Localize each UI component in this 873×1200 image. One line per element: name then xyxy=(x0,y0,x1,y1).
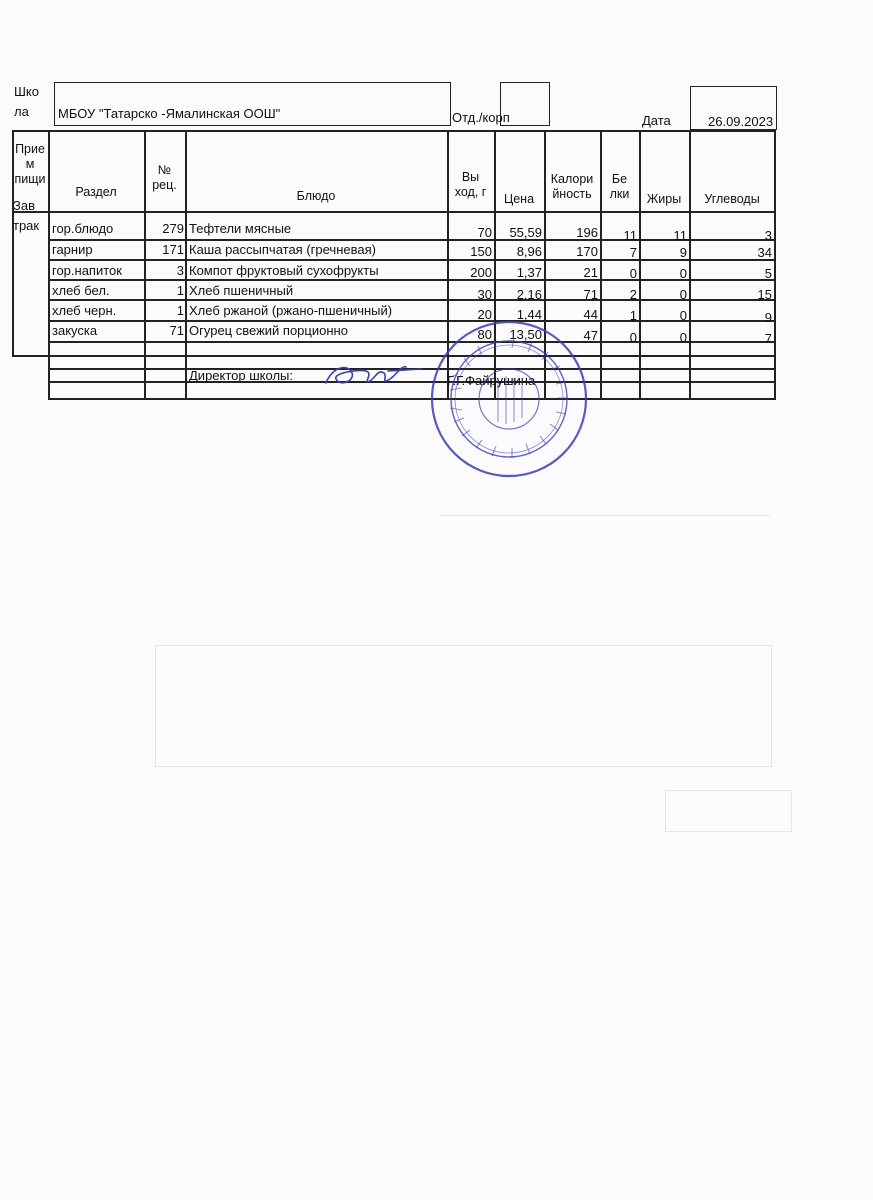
date-value: 26.09.2023 xyxy=(708,114,774,129)
cell-yield: 80 xyxy=(477,327,492,342)
cell-recipe: 171 xyxy=(162,242,184,257)
cell-price: 1,37 xyxy=(516,265,542,280)
cell-yield: 30 xyxy=(477,287,492,302)
cell-section: закуска xyxy=(52,323,98,338)
cell-dish: Каша рассыпчатая (гречневая) xyxy=(189,242,376,257)
cell-proteins: 0 xyxy=(629,266,637,281)
header-proteins: Бе лки xyxy=(609,172,630,201)
col-line xyxy=(600,130,602,400)
col-line xyxy=(639,130,641,400)
header-calories: Калори йность xyxy=(550,172,594,201)
bleed-through-table xyxy=(155,645,772,767)
cell-yield: 150 xyxy=(470,244,492,259)
cell-section: хлеб черн. xyxy=(52,303,117,318)
cell-fats: 0 xyxy=(679,287,687,302)
cell-section: гор.блюдо xyxy=(52,221,114,236)
cell-price: 8,96 xyxy=(516,244,542,259)
cell-section: хлеб бел. xyxy=(52,283,110,298)
cell-price: 55,59 xyxy=(509,225,542,240)
cell-proteins: 7 xyxy=(629,245,637,260)
signature-icon xyxy=(318,355,428,395)
cell-carbs: 15 xyxy=(757,287,772,302)
cell-price: 1,44 xyxy=(516,307,542,322)
cell-section: гор.напиток xyxy=(52,263,122,278)
cell-recipe: 1 xyxy=(176,283,184,298)
header-carbs: Углеводы xyxy=(704,192,760,206)
cell-calories: 47 xyxy=(583,328,598,343)
table-right-border xyxy=(774,130,776,400)
cell-price: 13,50 xyxy=(509,327,542,342)
cell-carbs: 3 xyxy=(764,228,772,243)
header-price: Цена xyxy=(503,192,535,206)
cell-recipe: 71 xyxy=(169,323,184,338)
cell-dish: Хлеб пшеничный xyxy=(189,283,294,298)
official-stamp-icon xyxy=(428,318,590,480)
header-fats: Жиры xyxy=(646,192,682,206)
cell-dish: Хлеб ржаной (ржано-пшеничный) xyxy=(189,303,393,318)
cell-calories: 21 xyxy=(583,265,598,280)
cell-recipe: 3 xyxy=(176,263,184,278)
director-name: Г.Г.Файрушина xyxy=(447,373,536,388)
cell-recipe: 1 xyxy=(176,303,184,318)
bleed-through-box xyxy=(665,790,792,832)
dept-label: Отд./корп xyxy=(452,110,510,125)
col-line xyxy=(48,130,50,400)
cell-calories: 170 xyxy=(576,244,598,259)
header-meal: Прие м пищи xyxy=(14,142,46,186)
cell-calories: 44 xyxy=(583,307,598,322)
col-line xyxy=(689,130,691,400)
cell-calories: 196 xyxy=(576,225,598,240)
header-bottom-border xyxy=(12,211,775,213)
cell-fats: 0 xyxy=(679,330,687,345)
cell-carbs: 9 xyxy=(764,310,772,325)
header-recipe: № рец. xyxy=(152,163,177,192)
cell-section: гарнир xyxy=(52,242,93,257)
cell-proteins: 11 xyxy=(623,228,637,243)
cell-fats: 11 xyxy=(673,228,687,243)
cell-yield: 200 xyxy=(470,265,492,280)
school-name: МБОУ "Татарско -Ямалинская ООШ" xyxy=(58,106,281,121)
cell-proteins: 1 xyxy=(629,308,637,323)
cell-carbs: 34 xyxy=(757,245,772,260)
table-bottom-border xyxy=(48,398,775,400)
cell-fats: 0 xyxy=(679,308,687,323)
header-yield: Вы ход, г xyxy=(454,170,487,199)
cell-yield: 20 xyxy=(477,307,492,322)
school-label: Шко ла xyxy=(14,84,39,119)
header-dish: Блюдо xyxy=(296,189,336,203)
table-top-border xyxy=(12,130,775,132)
cell-recipe: 279 xyxy=(162,221,184,236)
bleed-through-lines xyxy=(440,515,770,576)
date-label: Дата xyxy=(642,113,671,128)
cell-price: 2,16 xyxy=(516,287,542,302)
cell-proteins: 0 xyxy=(629,330,637,345)
header-section: Раздел xyxy=(75,185,117,199)
cell-yield: 70 xyxy=(477,225,492,240)
cell-dish: Компот фруктовый сухофрукты xyxy=(189,263,379,278)
cell-carbs: 7 xyxy=(764,331,772,346)
director-label: Директор школы: xyxy=(189,368,293,383)
cell-dish: Тефтели мясные xyxy=(189,221,292,236)
cell-proteins: 2 xyxy=(629,287,637,302)
cell-carbs: 5 xyxy=(764,266,772,281)
cell-fats: 9 xyxy=(679,245,687,260)
col-line xyxy=(185,130,187,400)
cell-dish: Огурец свежий порционно xyxy=(189,323,348,338)
meal-name: Зав трак xyxy=(13,198,40,233)
cell-fats: 0 xyxy=(679,266,687,281)
cell-calories: 71 xyxy=(583,287,598,302)
